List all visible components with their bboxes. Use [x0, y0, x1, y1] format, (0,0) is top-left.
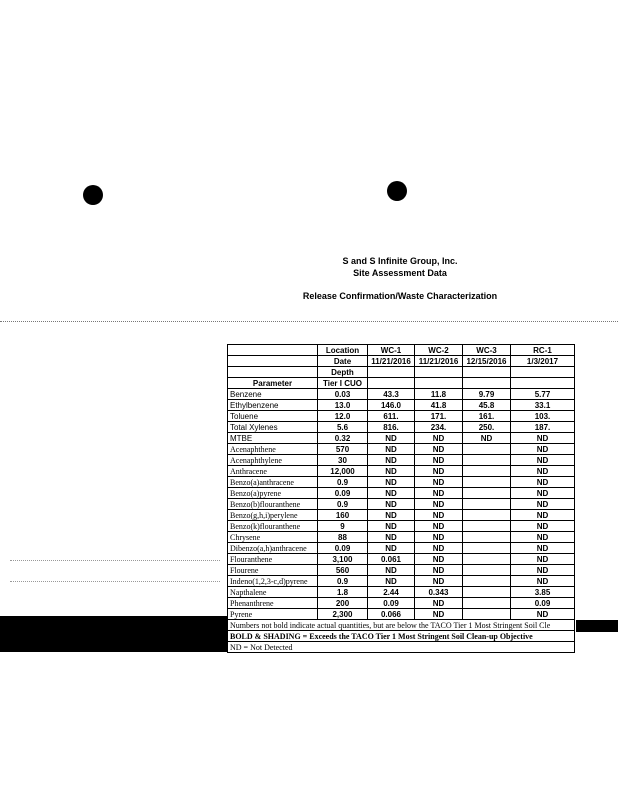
- value-cell: ND: [368, 433, 415, 444]
- value-cell: 45.8: [463, 400, 511, 411]
- header-cell: [511, 378, 575, 389]
- value-cell: 200: [318, 598, 368, 609]
- value-cell: 30: [318, 455, 368, 466]
- header-cell: Date: [318, 356, 368, 367]
- value-cell: ND: [511, 444, 575, 455]
- value-cell: 1.8: [318, 587, 368, 598]
- header-cell: 12/15/2016: [463, 356, 511, 367]
- header-cell: [511, 367, 575, 378]
- value-cell: 816.: [368, 422, 415, 433]
- header-cell: [228, 356, 318, 367]
- value-cell: ND: [368, 510, 415, 521]
- table-row: [228, 400, 575, 411]
- value-cell: ND: [415, 466, 463, 477]
- value-cell: [463, 455, 511, 466]
- table-row: [228, 543, 575, 554]
- value-cell: 161.: [463, 411, 511, 422]
- parameter-cell: Flouranthene: [228, 554, 318, 565]
- value-cell: 160: [318, 510, 368, 521]
- value-cell: 41.8: [415, 400, 463, 411]
- parameter-cell: Napthalene: [228, 587, 318, 598]
- value-cell: 2,300: [318, 609, 368, 620]
- value-cell: 43.3: [368, 389, 415, 400]
- table-row: [228, 609, 575, 620]
- table-row: [228, 598, 575, 609]
- value-cell: [463, 510, 511, 521]
- parameter-cell: Phenanthrene: [228, 598, 318, 609]
- value-cell: 2.44: [368, 587, 415, 598]
- table-row: [228, 389, 575, 400]
- value-cell: 0.066: [368, 609, 415, 620]
- header-cell: Tier I CUO: [318, 378, 368, 389]
- value-cell: ND: [368, 455, 415, 466]
- table-row: [228, 532, 575, 543]
- value-cell: [463, 466, 511, 477]
- parameter-cell: Benzo(k)flouranthene: [228, 521, 318, 532]
- value-cell: [463, 554, 511, 565]
- parameter-cell: Toluene: [228, 411, 318, 422]
- table-row: [228, 510, 575, 521]
- report-title: Site Assessment Data: [353, 268, 447, 278]
- header-cell: [415, 367, 463, 378]
- value-cell: ND: [511, 455, 575, 466]
- parameter-cell: Benzo(b)flouranthene: [228, 499, 318, 510]
- parameter-cell: Anthracene: [228, 466, 318, 477]
- note-cell: BOLD & SHADING = Exceeds the TACO Tier 1 Most Stringent Soil Clean-up Objective: [228, 631, 575, 642]
- value-cell: 88: [318, 532, 368, 543]
- parameter-cell: Dibenzo(a,h)anthracene: [228, 543, 318, 554]
- value-cell: ND: [511, 543, 575, 554]
- value-cell: ND: [463, 433, 511, 444]
- value-cell: ND: [368, 521, 415, 532]
- value-cell: ND: [368, 576, 415, 587]
- scan-speckle-area: [10, 560, 220, 582]
- parameter-cell: MTBE: [228, 433, 318, 444]
- value-cell: ND: [511, 609, 575, 620]
- value-cell: ND: [511, 510, 575, 521]
- table-row: [228, 554, 575, 565]
- parameter-cell: Benzene: [228, 389, 318, 400]
- parameter-cell: Acenaphthylene: [228, 455, 318, 466]
- parameter-cell: Ethylbenzene: [228, 400, 318, 411]
- value-cell: 234.: [415, 422, 463, 433]
- value-cell: ND: [415, 455, 463, 466]
- note-cell: Numbers not bold indicate actual quantities, but are below the TACO Tier 1 Most Stringent Soil Cle: [228, 620, 575, 631]
- scan-black-band-right: [576, 620, 618, 632]
- value-cell: ND: [415, 444, 463, 455]
- value-cell: 3.85: [511, 587, 575, 598]
- table-row: [228, 565, 575, 576]
- parameter-cell: Benzo(a)pyrene: [228, 488, 318, 499]
- value-cell: ND: [368, 543, 415, 554]
- value-cell: [463, 488, 511, 499]
- header-cell: 1/3/2017: [511, 356, 575, 367]
- value-cell: 5.77: [511, 389, 575, 400]
- value-cell: 171.: [415, 411, 463, 422]
- value-cell: 33.1: [511, 400, 575, 411]
- table-note-row: [228, 620, 575, 631]
- value-cell: ND: [415, 521, 463, 532]
- results-table: [227, 344, 575, 653]
- value-cell: 250.: [463, 422, 511, 433]
- note-cell: ND = Not Detected: [228, 642, 575, 653]
- value-cell: ND: [415, 510, 463, 521]
- value-cell: ND: [415, 477, 463, 488]
- header-cell: [368, 367, 415, 378]
- value-cell: ND: [415, 499, 463, 510]
- value-cell: ND: [368, 565, 415, 576]
- table-row: [228, 444, 575, 455]
- value-cell: ND: [415, 532, 463, 543]
- value-cell: ND: [511, 466, 575, 477]
- value-cell: ND: [511, 565, 575, 576]
- value-cell: ND: [511, 532, 575, 543]
- parameter-cell: Benzo(g,h,i)perylene: [228, 510, 318, 521]
- header-cell: WC-1: [368, 345, 415, 356]
- value-cell: ND: [511, 488, 575, 499]
- value-cell: 9.79: [463, 389, 511, 400]
- value-cell: [463, 477, 511, 488]
- table-row: [228, 521, 575, 532]
- parameter-cell: Benzo(a)anthracene: [228, 477, 318, 488]
- table-row: [228, 455, 575, 466]
- value-cell: [463, 444, 511, 455]
- value-cell: ND: [511, 521, 575, 532]
- value-cell: [463, 576, 511, 587]
- value-cell: 0.9: [318, 499, 368, 510]
- value-cell: 0.09: [318, 543, 368, 554]
- header-cell: WC-2: [415, 345, 463, 356]
- table-row: [228, 499, 575, 510]
- header-cell: 11/21/2016: [415, 356, 463, 367]
- company-name: S and S Infinite Group, Inc.: [342, 256, 458, 266]
- table-row: [228, 477, 575, 488]
- value-cell: 11.8: [415, 389, 463, 400]
- value-cell: 0.03: [318, 389, 368, 400]
- value-cell: [463, 598, 511, 609]
- header-cell: [228, 367, 318, 378]
- value-cell: 0.9: [318, 576, 368, 587]
- parameter-cell: Total Xylenes: [228, 422, 318, 433]
- value-cell: 0.343: [415, 587, 463, 598]
- header-cell: [463, 378, 511, 389]
- scan-dotted-line: [0, 321, 618, 322]
- value-cell: ND: [511, 576, 575, 587]
- report-subtitle: Release Confirmation/Waste Characterization: [302, 291, 498, 301]
- value-cell: 0.061: [368, 554, 415, 565]
- value-cell: 12.0: [318, 411, 368, 422]
- header-cell: [228, 345, 318, 356]
- table-note-row: [228, 642, 575, 653]
- parameter-cell: Flourene: [228, 565, 318, 576]
- value-cell: [463, 521, 511, 532]
- value-cell: 0.09: [511, 598, 575, 609]
- value-cell: 103.: [511, 411, 575, 422]
- value-cell: 0.9: [318, 477, 368, 488]
- table-row: [228, 411, 575, 422]
- value-cell: ND: [511, 433, 575, 444]
- table-row: [228, 576, 575, 587]
- table-header-row: [228, 367, 575, 378]
- table-row: [228, 587, 575, 598]
- value-cell: ND: [415, 565, 463, 576]
- value-cell: ND: [415, 598, 463, 609]
- value-cell: ND: [511, 499, 575, 510]
- value-cell: [463, 609, 511, 620]
- value-cell: ND: [415, 433, 463, 444]
- value-cell: ND: [415, 543, 463, 554]
- value-cell: ND: [368, 499, 415, 510]
- value-cell: ND: [415, 488, 463, 499]
- value-cell: ND: [511, 477, 575, 488]
- value-cell: 611.: [368, 411, 415, 422]
- value-cell: 9: [318, 521, 368, 532]
- value-cell: 0.09: [318, 488, 368, 499]
- table-row: [228, 466, 575, 477]
- value-cell: 13.0: [318, 400, 368, 411]
- scan-black-band-left: [0, 616, 228, 652]
- value-cell: [463, 532, 511, 543]
- header-cell: Depth: [318, 367, 368, 378]
- value-cell: [463, 587, 511, 598]
- header-cell: [463, 367, 511, 378]
- value-cell: 570: [318, 444, 368, 455]
- value-cell: 0.32: [318, 433, 368, 444]
- value-cell: ND: [368, 488, 415, 499]
- table-header-row: [228, 378, 575, 389]
- header-cell: RC-1: [511, 345, 575, 356]
- value-cell: ND: [415, 576, 463, 587]
- header-cell: [415, 378, 463, 389]
- value-cell: 0.09: [368, 598, 415, 609]
- table-header-row: [228, 345, 575, 356]
- header-cell: [368, 378, 415, 389]
- value-cell: [463, 565, 511, 576]
- value-cell: ND: [368, 532, 415, 543]
- parameter-cell: Acenaphthene: [228, 444, 318, 455]
- value-cell: ND: [415, 554, 463, 565]
- table-row: [228, 422, 575, 433]
- punch-hole-left: [83, 185, 103, 205]
- table-note-row: [228, 631, 575, 642]
- value-cell: 12,000: [318, 466, 368, 477]
- value-cell: ND: [511, 554, 575, 565]
- header-cell: WC-3: [463, 345, 511, 356]
- punch-hole-right: [387, 181, 407, 201]
- value-cell: 146.0: [368, 400, 415, 411]
- value-cell: ND: [368, 477, 415, 488]
- parameter-cell: Chrysene: [228, 532, 318, 543]
- header-cell: 11/21/2016: [368, 356, 415, 367]
- value-cell: ND: [368, 466, 415, 477]
- value-cell: ND: [415, 609, 463, 620]
- header-cell: Location: [318, 345, 368, 356]
- parameter-cell: Indeno(1,2,3-c,d)pyrene: [228, 576, 318, 587]
- table-row: [228, 488, 575, 499]
- header-cell: Parameter: [228, 378, 318, 389]
- value-cell: 5.6: [318, 422, 368, 433]
- table-header-row: [228, 356, 575, 367]
- value-cell: 187.: [511, 422, 575, 433]
- parameter-cell: Pyrene: [228, 609, 318, 620]
- value-cell: ND: [368, 444, 415, 455]
- value-cell: 3,100: [318, 554, 368, 565]
- table-row: [228, 433, 575, 444]
- value-cell: [463, 499, 511, 510]
- value-cell: [463, 543, 511, 554]
- value-cell: 560: [318, 565, 368, 576]
